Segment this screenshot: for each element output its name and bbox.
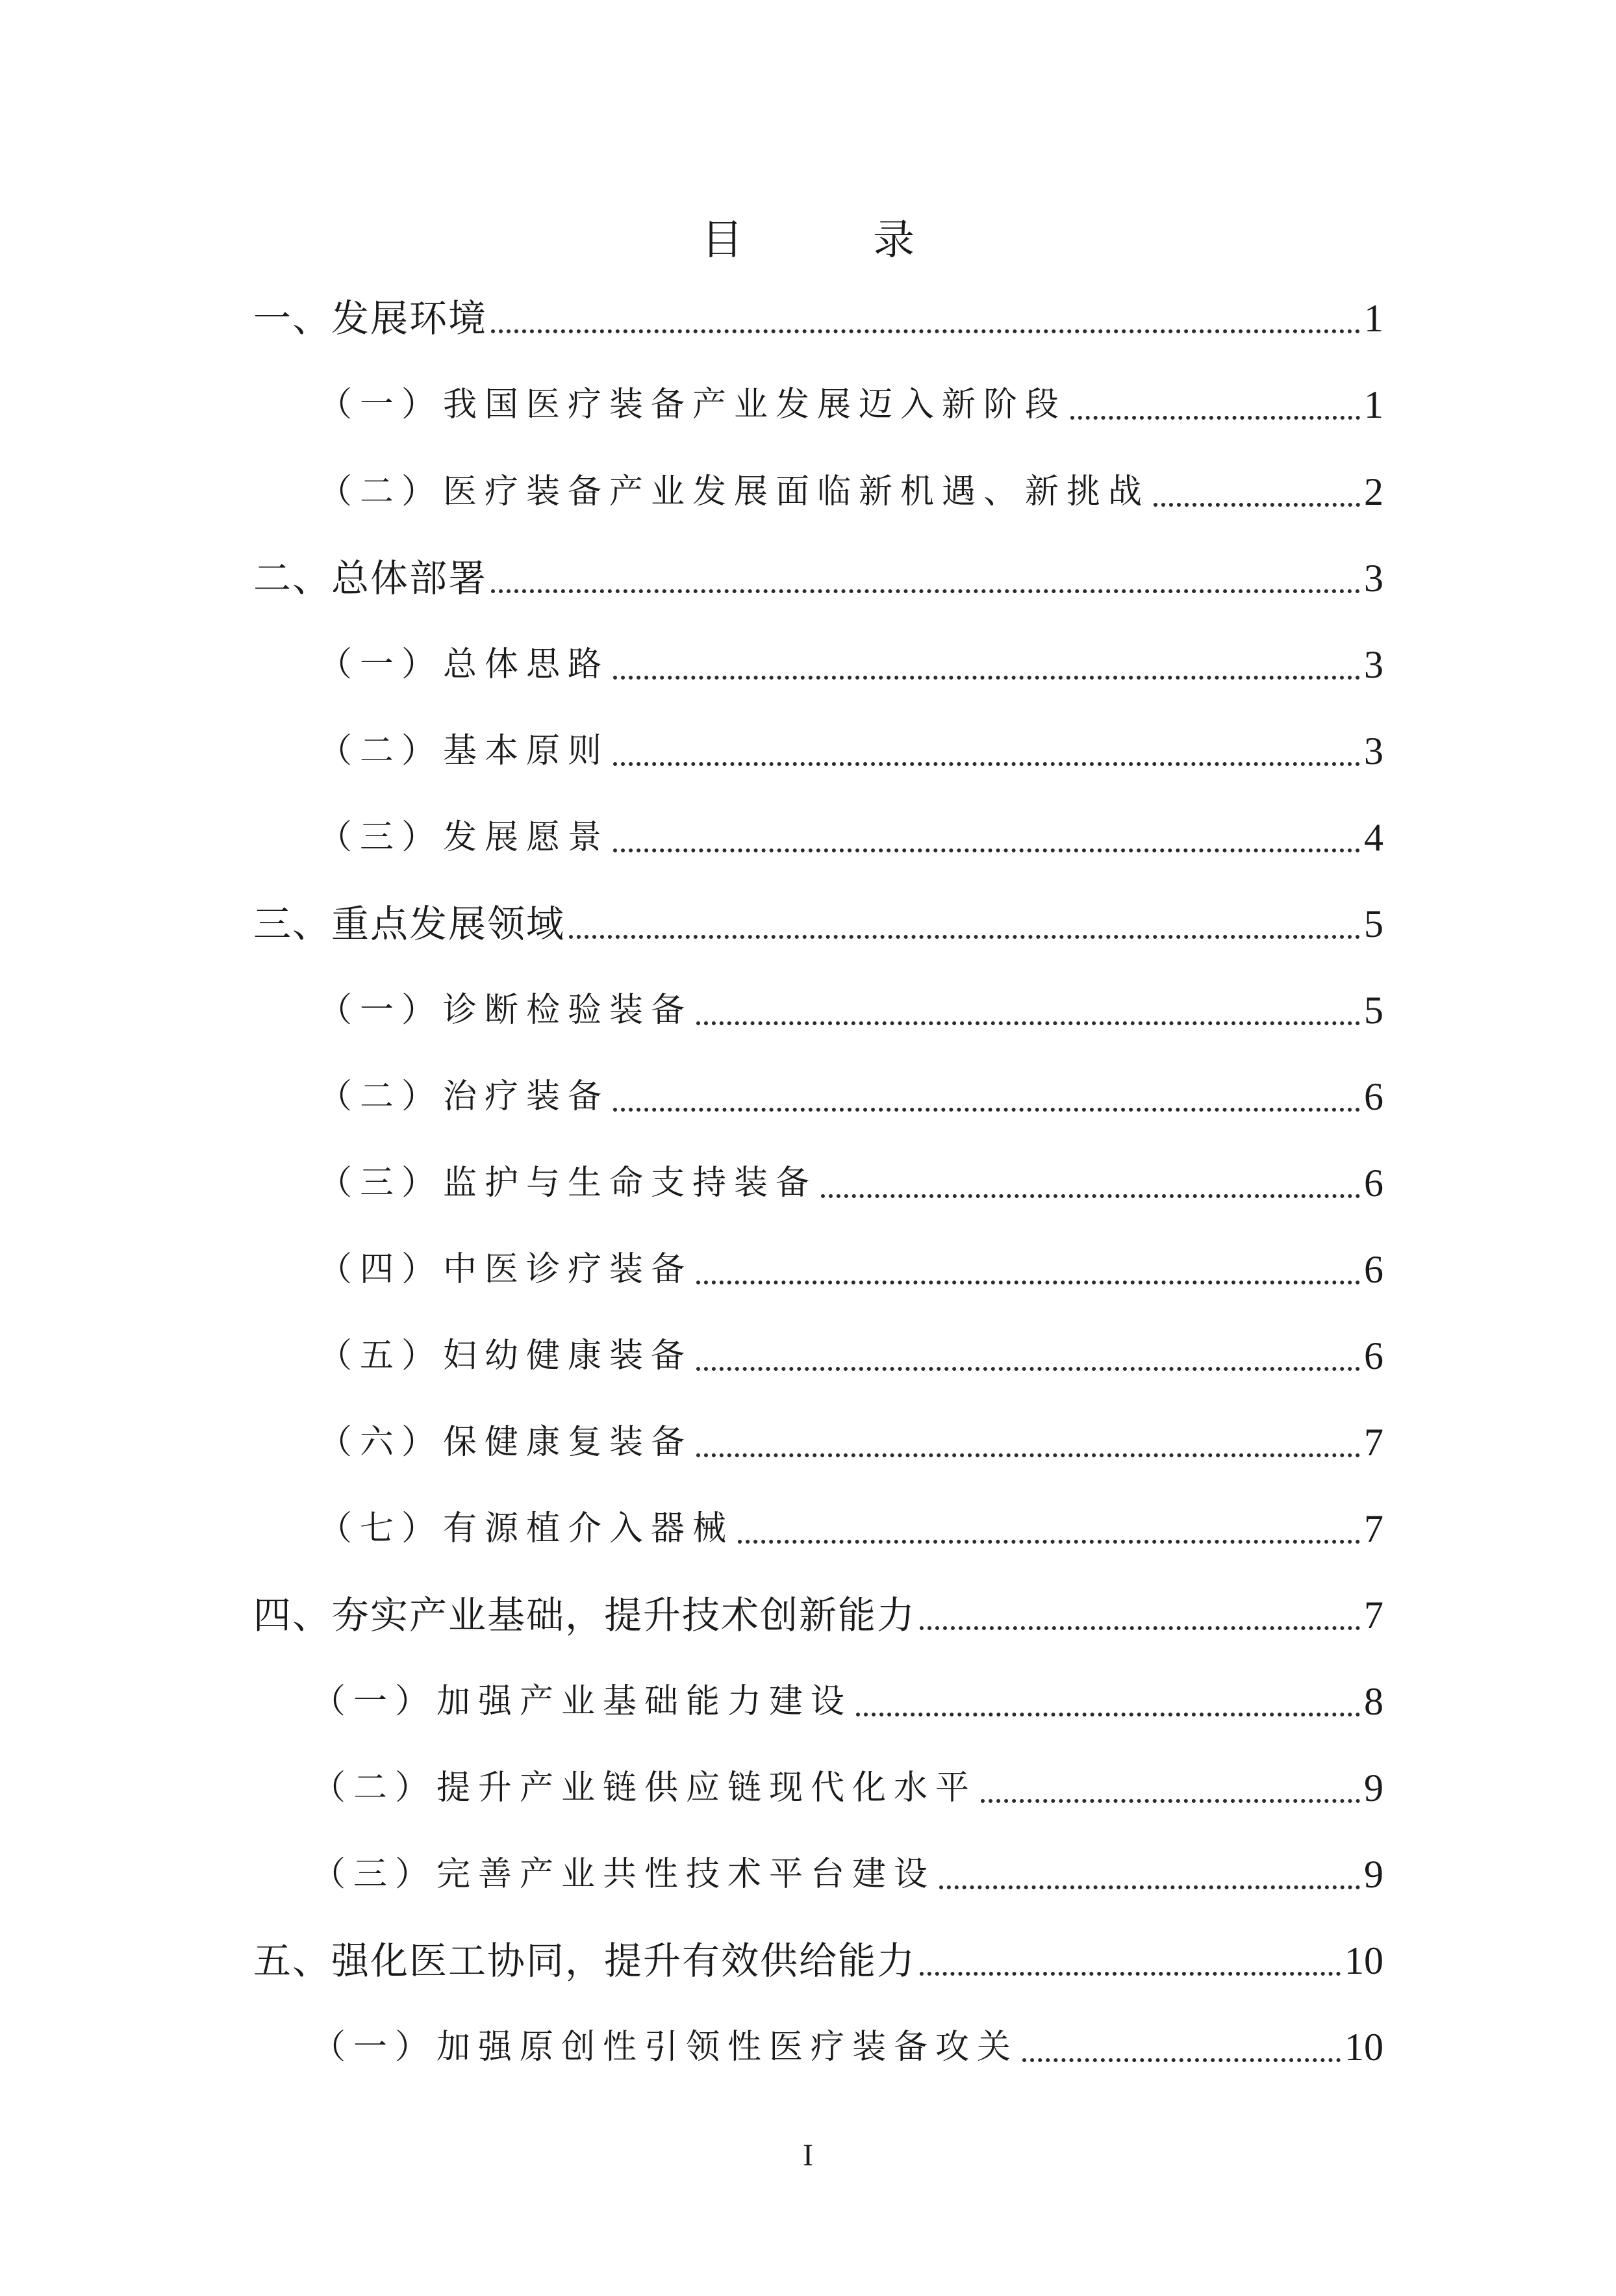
- toc-entry-label: （一）加强原创性引领性医疗装备攻关: [312, 2028, 1019, 2067]
- toc-entry-page: 4: [1364, 816, 1383, 859]
- toc-leader-dots: [1154, 503, 1360, 507]
- toc-entry-page: 6: [1364, 1075, 1383, 1118]
- toc-entry-page: 9: [1364, 1853, 1383, 1896]
- toc-entry-label: （一）诊断检验装备: [318, 991, 693, 1030]
- toc-leader-dots: [821, 1194, 1360, 1198]
- toc-entry-page: 5: [1364, 989, 1383, 1032]
- toc-entry-label: 五、强化医工协同，提升有效供给能力: [253, 1939, 916, 1983]
- toc-entry-label: 四、夯实产业基础，提升技术创新能力: [253, 1593, 916, 1637]
- toc-entry-label: （三）完善产业共性技术平台建设: [312, 1855, 936, 1894]
- toc-entry-label: （一）总体思路: [318, 645, 610, 684]
- page-title: 目 录: [701, 216, 974, 264]
- toc-entry-page: 3: [1364, 730, 1383, 772]
- toc-leader-dots: [1070, 416, 1360, 420]
- toc-entry-subsection[interactable]: [318, 376, 1383, 434]
- toc-entry-subsection[interactable]: [318, 808, 1383, 867]
- toc-entry-section-4[interactable]: [253, 1586, 1383, 1644]
- toc-entry-label: （六）保健康复装备: [318, 1423, 693, 1462]
- toc-leader-dots: [696, 1367, 1360, 1371]
- toc-entry-page: 6: [1364, 1334, 1383, 1377]
- toc-entry-label: （一）我国医疗装备产业发展迈入新阶段: [318, 385, 1067, 424]
- toc-leader-dots: [939, 1885, 1360, 1889]
- toc-entry-subsection[interactable]: [318, 1067, 1383, 1126]
- toc-entry-page: 7: [1364, 1507, 1383, 1550]
- toc-entry-subsection[interactable]: [312, 2018, 1383, 2076]
- toc-entry-label: （二）提升产业链供应链现代化水平: [312, 1768, 978, 1807]
- toc-entry-page: 10: [1345, 2026, 1383, 2069]
- toc-entry-subsection[interactable]: [318, 463, 1383, 521]
- toc-entry-label: 二、总体部署: [253, 556, 488, 600]
- toc-leader-dots: [613, 848, 1360, 852]
- toc-entry-label: （三）发展愿景: [318, 818, 610, 857]
- toc-leader-dots: [491, 589, 1360, 593]
- toc-entry-label: （五）妇幼健康装备: [318, 1336, 693, 1375]
- toc-entry-subsection[interactable]: [318, 722, 1383, 780]
- toc-entry-page: 6: [1364, 1248, 1383, 1291]
- toc-entry-label: 一、发展环境: [253, 296, 488, 340]
- toc-entry-label: （一）加强产业基础能力建设: [312, 1682, 853, 1721]
- toc-leader-dots: [981, 1799, 1360, 1803]
- toc-entry-label: 三、重点发展领域: [253, 902, 566, 946]
- toc-entry-label: （二）治疗装备: [318, 1077, 610, 1116]
- toc-entry-section-5[interactable]: [253, 1932, 1383, 1990]
- toc-entry-subsection[interactable]: [312, 1759, 1383, 1817]
- toc-leader-dots: [696, 1021, 1360, 1025]
- toc-entry-subsection[interactable]: [318, 635, 1383, 694]
- toc-entry-page: 3: [1364, 643, 1383, 686]
- toc-leader-dots: [696, 1453, 1360, 1457]
- toc-leader-dots: [920, 1972, 1341, 1976]
- toc-entry-page: 1: [1364, 383, 1383, 426]
- toc-leader-dots: [613, 762, 1360, 766]
- toc-entry-label: （七）有源植介入器械: [318, 1509, 735, 1548]
- toc-entry-page: 2: [1364, 470, 1383, 513]
- toc-entry-page: 3: [1364, 557, 1383, 600]
- toc-entry-page: 1: [1364, 297, 1383, 340]
- toc-entry-subsection[interactable]: [318, 1327, 1383, 1385]
- toc-entry-section-1[interactable]: [253, 289, 1383, 348]
- toc-entry-page: 9: [1364, 1767, 1383, 1809]
- toc-entry-label: （二）基本原则: [318, 732, 610, 771]
- toc-leader-dots: [613, 1108, 1360, 1112]
- toc-entry-page: 10: [1345, 1939, 1383, 1982]
- toc-entry-page: 6: [1364, 1162, 1383, 1205]
- toc-leader-dots: [738, 1540, 1360, 1544]
- toc-leader-dots: [920, 1626, 1360, 1630]
- toc-entry-subsection[interactable]: [318, 1154, 1383, 1212]
- toc-entry-label: （二）医疗装备产业发展面临新机遇、新挑战: [318, 472, 1150, 511]
- toc-entry-subsection[interactable]: [318, 1413, 1383, 1472]
- toc-leader-dots: [1022, 2058, 1341, 2062]
- toc-entry-page: 7: [1364, 1594, 1383, 1637]
- toc-entry-page: 8: [1364, 1680, 1383, 1723]
- toc-entry-subsection[interactable]: [318, 981, 1383, 1040]
- toc-entry-subsection[interactable]: [312, 1845, 1383, 1904]
- toc-entry-page: 7: [1364, 1421, 1383, 1464]
- toc-entry-subsection[interactable]: [318, 1240, 1383, 1299]
- toc-leader-dots: [613, 676, 1360, 680]
- toc-leader-dots: [696, 1281, 1360, 1284]
- toc-entry-label: （四）中医诊疗装备: [318, 1250, 693, 1289]
- toc-entry-section-3[interactable]: [253, 895, 1383, 953]
- toc-entry-page: 5: [1364, 902, 1383, 945]
- toc-leader-dots: [569, 935, 1360, 939]
- footer-page-number: I: [803, 2138, 813, 2173]
- toc-leader-dots: [856, 1713, 1360, 1716]
- toc-entry-subsection[interactable]: [312, 1672, 1383, 1731]
- toc-entry-section-2[interactable]: [253, 549, 1383, 607]
- toc-entry-subsection[interactable]: [318, 1499, 1383, 1558]
- toc-leader-dots: [491, 329, 1360, 333]
- toc-entry-label: （三）监护与生命支持装备: [318, 1164, 818, 1203]
